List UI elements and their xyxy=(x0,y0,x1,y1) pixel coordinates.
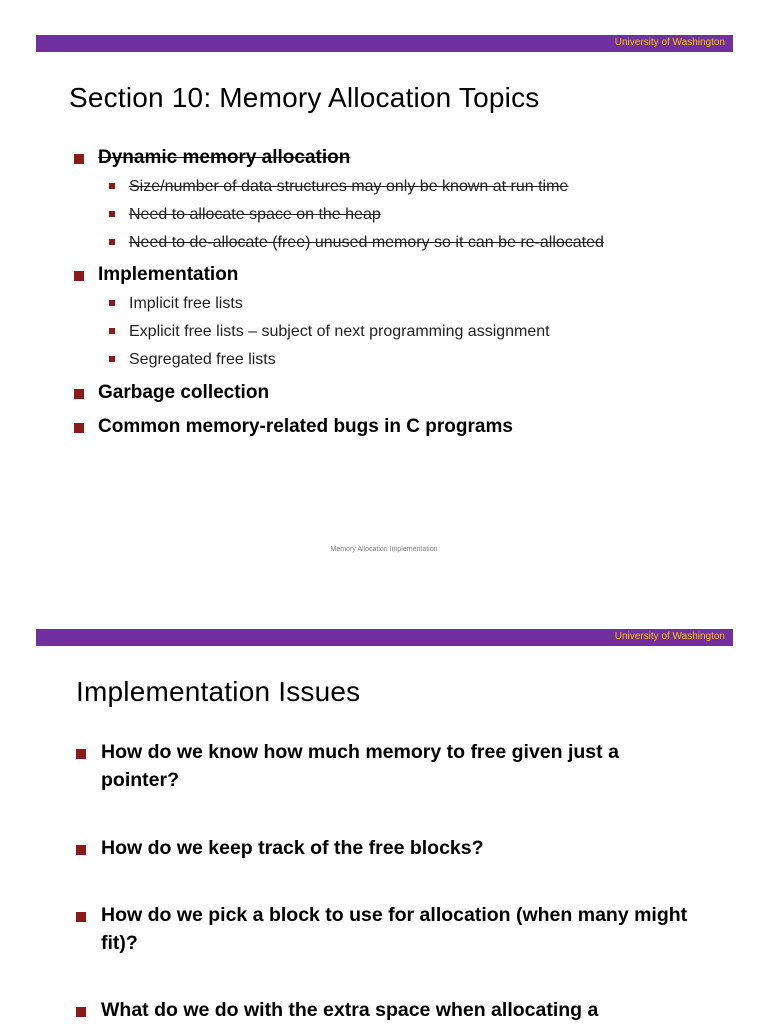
question-item: How do we know how much memory to free given just a pointer? xyxy=(101,741,619,791)
university-label: University of Washington xyxy=(614,631,725,642)
bullet-memory-bugs: Common memory-related bugs in C programs xyxy=(98,416,513,437)
bullet-marker-icon xyxy=(76,845,86,855)
sub-bullet-item: Need to de-allocate (free) unused memory so it can be re-allocated xyxy=(129,234,604,251)
university-label: University of Washington xyxy=(614,37,725,48)
bullet-garbage-collection: Garbage collection xyxy=(98,382,270,403)
bullet-marker-icon xyxy=(74,389,84,399)
bullet-marker-icon xyxy=(74,271,84,281)
bullet-marker-icon xyxy=(76,1007,86,1017)
sub-bullet-marker-icon xyxy=(109,211,115,217)
header-bar xyxy=(36,35,733,52)
bullet-marker-icon xyxy=(74,154,84,164)
bullet-marker-icon xyxy=(74,423,84,433)
sub-bullet-marker-icon xyxy=(109,239,115,245)
sub-bullet-marker-icon xyxy=(109,328,115,334)
header-bar xyxy=(36,629,733,646)
sub-bullet-item: Need to allocate space on the heap xyxy=(129,206,381,223)
sub-bullet-item: Implicit free lists xyxy=(129,295,243,312)
slide-title: Section 10: Memory Allocation Topics xyxy=(69,82,540,113)
question-item: How do we pick a block to use for allocation (when many might fit)? xyxy=(101,904,688,954)
sub-bullet-item: Size/number of data structures may only be known at run time xyxy=(129,178,569,195)
bullet-dynamic-memory: Dynamic memory allocation xyxy=(98,147,351,168)
sub-bullet-marker-icon xyxy=(109,300,115,306)
sub-bullet-marker-icon xyxy=(109,183,115,189)
sub-bullet-item: Explicit free lists – subject of next programming assignment xyxy=(129,323,550,340)
question-item: How do we keep track of the free blocks? xyxy=(101,837,484,859)
slide-footer: Memory Allocation Implementation xyxy=(330,546,438,553)
question-item: What do we do with the extra space when allocating a xyxy=(101,999,599,1021)
bullet-marker-icon xyxy=(76,749,86,759)
sub-bullet-marker-icon xyxy=(109,356,115,362)
bullet-marker-icon xyxy=(76,912,86,922)
bullet-implementation: Implementation xyxy=(98,264,239,285)
sub-bullet-item: Segregated free lists xyxy=(129,351,276,368)
slide-title: Implementation Issues xyxy=(76,676,361,707)
